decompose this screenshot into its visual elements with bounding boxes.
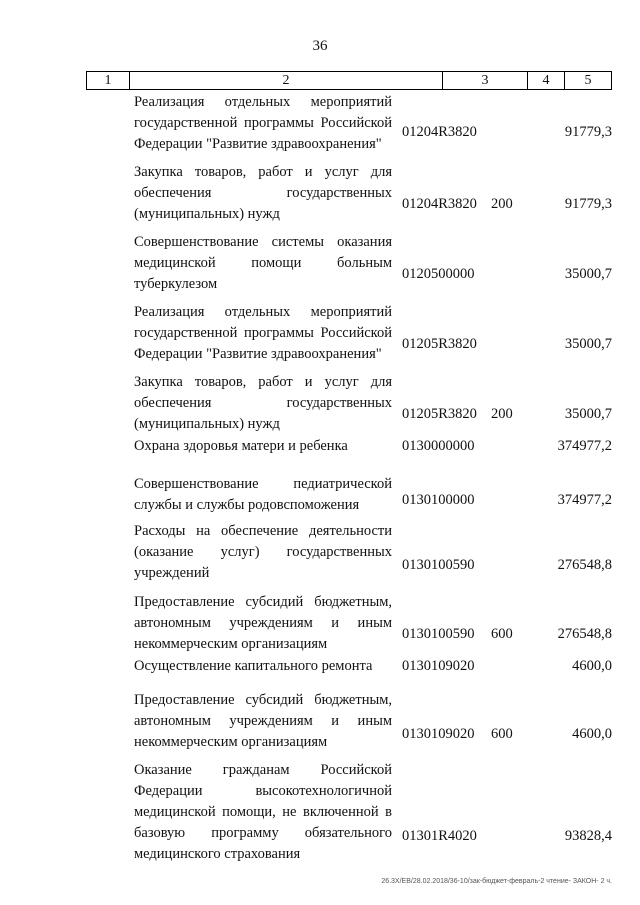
row-code: 0130109020 (402, 726, 475, 742)
row-name: Предоставление субсидий бюджетным, автономным учреждениям и иным некоммерческим организациям (134, 692, 392, 750)
row-code: 0130100590 (402, 626, 475, 642)
row-sum: 374977,2 (557, 438, 612, 454)
row-sum: 4600,0 (572, 726, 612, 742)
row-sum: 276548,8 (557, 557, 612, 573)
row-vr: 200 (491, 406, 513, 422)
row-code: 01204R3820 (402, 196, 477, 212)
row-sum: 91779,3 (564, 124, 612, 140)
row-name: Реализация отдельных мероприятий государственной программы Российской Федерации "Развитие здравоохранения" (134, 94, 392, 152)
header-col-4: 4 (528, 72, 565, 89)
row-code: 0130000000 (402, 438, 475, 454)
row-code: 0130100590 (402, 557, 475, 573)
row-vr: 200 (491, 196, 513, 212)
footer-file-path: 26.3Х/ЕВ/28.02.2018/36-10/зак-бюджет-февраль-2 чтение- ЗАКОН- 2 ч. (381, 878, 612, 885)
row-name: Осуществление капитального ремонта (134, 658, 373, 674)
row-sum: 4600,0 (572, 658, 612, 674)
header-col-2: 2 (130, 72, 443, 89)
row-sum: 35000,7 (564, 406, 612, 422)
row-vr: 600 (491, 726, 513, 742)
row-sum: 35000,7 (564, 266, 612, 282)
row-name: Охрана здоровья матери и ребенка (134, 438, 348, 454)
row-name: Закупка товаров, работ и услуг для обеспечения государственных (муниципальных) нужд (134, 164, 392, 222)
row-sum: 374977,2 (557, 492, 612, 508)
table-header (86, 71, 612, 90)
header-col-5: 5 (584, 72, 592, 88)
row-code: 01205R3820 (402, 406, 477, 422)
row-code: 01205R3820 (402, 336, 477, 352)
row-sum: 93828,4 (564, 828, 612, 844)
header-col-1: 1 (87, 72, 130, 89)
row-code: 0130100000 (402, 492, 475, 508)
row-sum: 35000,7 (564, 336, 612, 352)
header-col-3: 3 (443, 72, 528, 89)
row-vr: 600 (491, 626, 513, 642)
row-name: Предоставление субсидий бюджетным, автономным учреждениям и иным некоммерческим организациям (134, 594, 392, 652)
row-name: Расходы на обеспечение деятельности (оказание услуг) государственных учреждений (134, 523, 392, 581)
row-name: Совершенствование системы оказания медицинской помощи больным туберкулезом (134, 234, 392, 292)
row-code: 0120500000 (402, 266, 475, 282)
row-name: Реализация отдельных мероприятий государственной программы Российской Федерации "Развитие здравоохранения" (134, 304, 392, 362)
row-name: Оказание гражданам Российской Федерации высокотехнологичной медицинской помощи, не включенной в базовую программу обязательного медицинского страхования (134, 762, 392, 862)
row-sum: 276548,8 (557, 626, 612, 642)
row-code: 0130109020 (402, 658, 475, 674)
row-code: 01204R3820 (402, 124, 477, 140)
row-name: Закупка товаров, работ и услуг для обеспечения государственных (муниципальных) нужд (134, 374, 392, 432)
page-number: 36 (312, 38, 328, 54)
row-code: 01301R4020 (402, 828, 477, 844)
row-name: Совершенствование педиатрической службы и службы родовспоможения (134, 476, 392, 513)
row-sum: 91779,3 (564, 196, 612, 212)
